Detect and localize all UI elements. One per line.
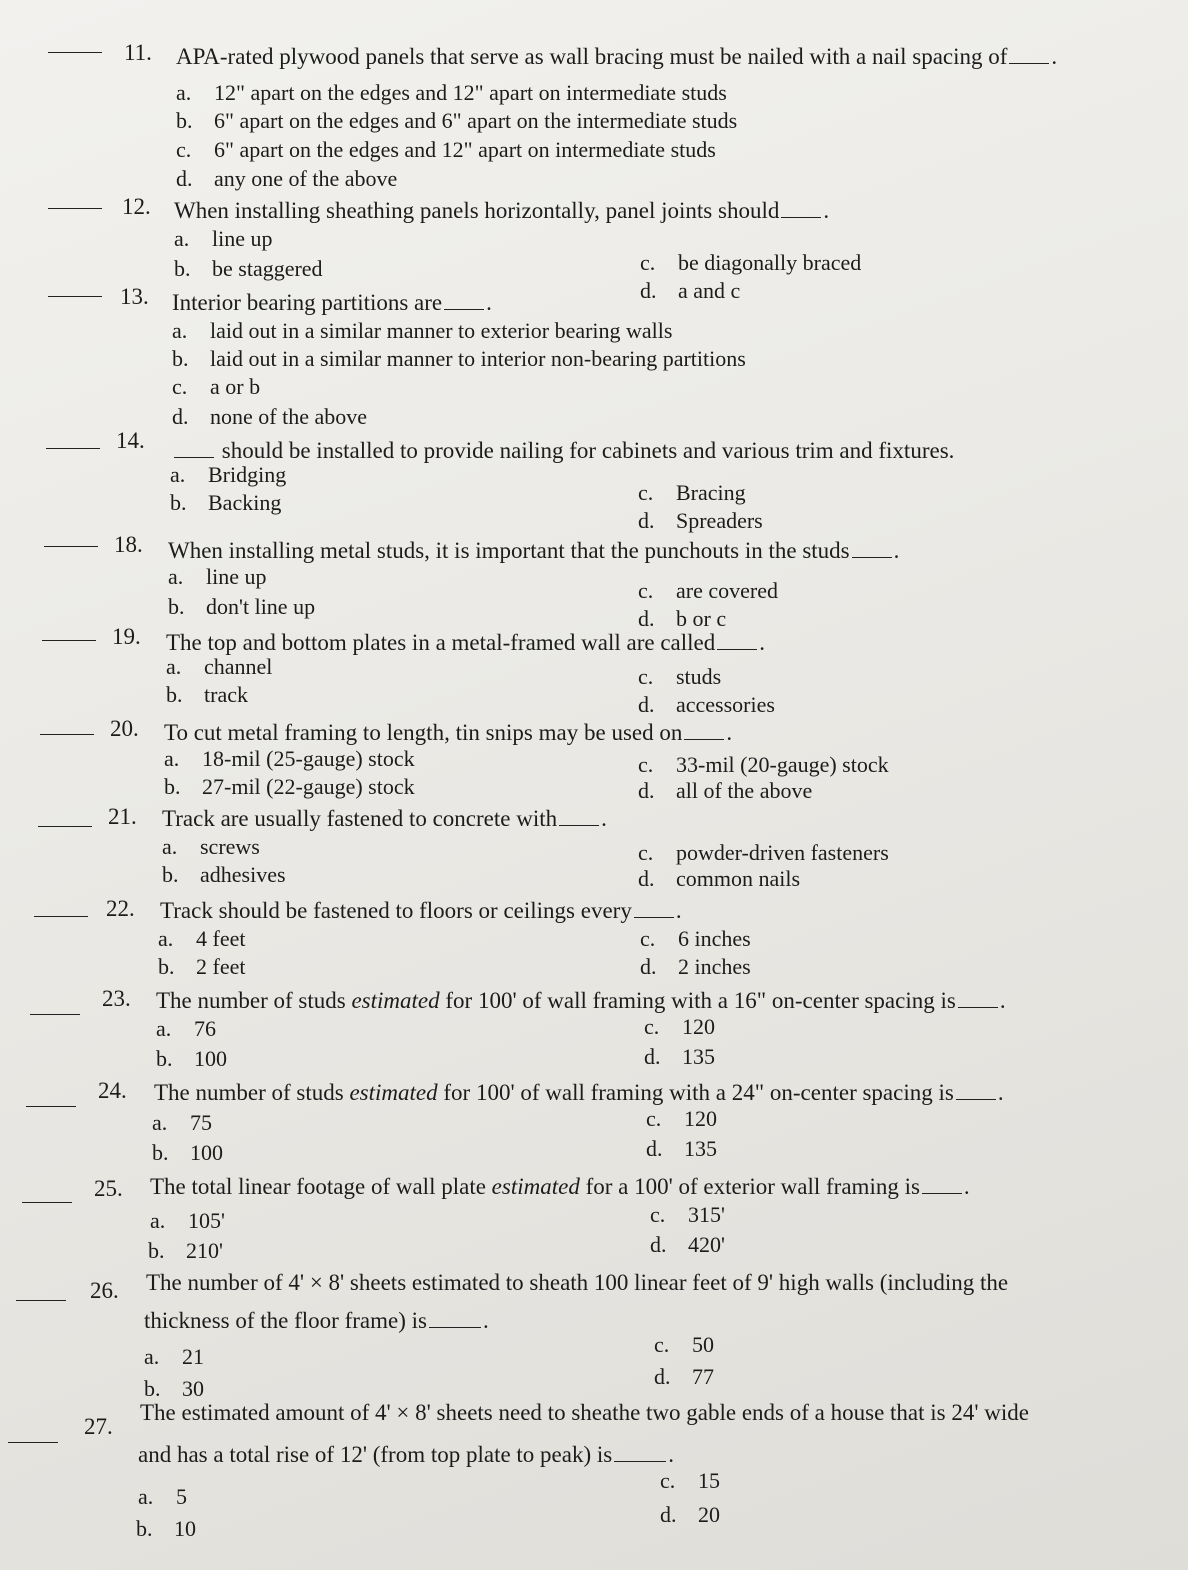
question-number: 11. (124, 40, 152, 65)
inline-blank (429, 1326, 481, 1328)
inline-blank (852, 556, 892, 558)
option-b: b. Backing (170, 490, 282, 515)
question-stem: When installing metal studs, it is important that the punchouts in the studs . (168, 538, 900, 563)
question-number: 14. (116, 428, 145, 453)
inline-blank (559, 824, 599, 826)
question-number: 20. (110, 716, 139, 741)
option-c: c. 6" apart on the edges and 12" apart on intermediate studs (176, 137, 716, 162)
option-c: c. powder-driven fasteners (638, 840, 889, 865)
question-stem: The number of studs estimated for 100' of wall framing with a 16" on-center spacing is . (156, 988, 1006, 1013)
answer-blank[interactable] (30, 1014, 80, 1015)
option-c: c. studs (638, 664, 722, 689)
option-a: a. 5 (138, 1484, 187, 1509)
option-d: d. 135 (644, 1044, 715, 1069)
question-number: 21. (108, 804, 137, 829)
option-a: a. line up (168, 564, 267, 589)
answer-blank[interactable] (48, 296, 102, 297)
question-number: 22. (106, 896, 135, 921)
question-stem: When installing sheathing panels horizontally, panel joints should . (174, 198, 830, 223)
option-b: b. 30 (144, 1376, 204, 1401)
option-c: c. 15 (660, 1468, 720, 1493)
option-a: a. 18-mil (25-gauge) stock (164, 746, 415, 771)
inline-blank (174, 456, 214, 458)
answer-blank[interactable] (38, 826, 92, 827)
option-d: d. 20 (660, 1502, 720, 1527)
answer-blank[interactable] (44, 546, 98, 547)
question-number: 19. (112, 624, 141, 649)
inline-blank (781, 216, 821, 218)
answer-blank[interactable] (34, 916, 88, 917)
option-a: a. 75 (152, 1110, 212, 1135)
option-b: b. don't line up (168, 594, 316, 619)
question-number: 12. (122, 194, 151, 219)
question-stem: The estimated amount of 4' × 8' sheets need to sheathe two gable ends of a house that is 24' wide (140, 1400, 1029, 1425)
option-d: d. 2 inches (640, 954, 751, 979)
option-b: b. 10 (136, 1516, 196, 1541)
question-stem: Track are usually fastened to concrete with . (162, 806, 607, 831)
option-b: b. laid out in a similar manner to interior non-bearing partitions (172, 346, 746, 371)
question-number: 25. (94, 1176, 123, 1201)
option-c: c. 6 inches (640, 926, 751, 951)
option-a: a. line up (174, 226, 273, 251)
option-c: c. 33-mil (20-gauge) stock (638, 752, 889, 777)
question-stem: Track should be fastened to floors or ceilings every . (160, 898, 682, 923)
option-b: b. 100 (156, 1046, 227, 1071)
inline-blank (922, 1192, 962, 1194)
option-b: b. 6" apart on the edges and 6" apart on the intermediate studs (176, 108, 738, 133)
option-b: b. adhesives (162, 862, 286, 887)
question-stem: The number of studs estimated for 100' of wall framing with a 24" on-center spacing is . (154, 1080, 1004, 1105)
option-d: d. common nails (638, 866, 801, 891)
option-c: c. 315' (650, 1202, 725, 1227)
option-c: c. Bracing (638, 480, 746, 505)
inline-blank (444, 308, 484, 310)
option-a: a. laid out in a similar manner to exterior bearing walls (172, 318, 673, 343)
option-a: a. Bridging (170, 462, 287, 487)
answer-blank[interactable] (42, 640, 96, 641)
option-a: a. 21 (144, 1344, 204, 1369)
answer-blank[interactable] (40, 734, 94, 735)
inline-blank (717, 648, 757, 650)
answer-blank[interactable] (16, 1300, 66, 1301)
question-number: 24. (98, 1078, 127, 1103)
option-c: c. be diagonally braced (640, 250, 862, 275)
question-stem: should be installed to provide nailing for cabinets and various trim and fixtures. (172, 436, 954, 466)
inline-blank (958, 1006, 998, 1008)
option-a: a. 4 feet (158, 926, 246, 951)
answer-blank[interactable] (48, 208, 102, 209)
inline-blank (1009, 62, 1049, 64)
inline-blank (634, 916, 674, 918)
option-a: a. channel (166, 654, 273, 679)
option-c: c. 50 (654, 1332, 714, 1357)
option-d: d. none of the above (172, 404, 367, 429)
option-d: d. Spreaders (638, 508, 763, 533)
answer-blank[interactable] (26, 1106, 76, 1107)
answer-blank[interactable] (8, 1442, 58, 1443)
inline-blank (614, 1460, 666, 1462)
question-number: 13. (120, 284, 149, 309)
question-number: 27. (84, 1414, 113, 1439)
option-b: b. track (166, 682, 248, 707)
question-number: 26. (90, 1278, 119, 1303)
option-c: c. 120 (644, 1014, 715, 1039)
option-d: d. accessories (638, 692, 775, 717)
option-b: b. be staggered (174, 256, 323, 281)
option-d: d. all of the above (638, 778, 813, 803)
option-d: d. 77 (654, 1364, 714, 1389)
option-b: b. 210' (148, 1238, 223, 1263)
question-number: 23. (102, 986, 131, 1011)
inline-blank (956, 1098, 996, 1100)
option-c: c. are covered (638, 578, 778, 603)
question-number: 18. (114, 532, 143, 557)
option-a: a. 12" apart on the edges and 12" apart on intermediate studs (176, 80, 727, 105)
option-d: d. any one of the above (176, 166, 398, 191)
question-stem-line2: thickness of the floor frame) is . (144, 1308, 489, 1333)
inline-blank (684, 738, 724, 740)
question-stem: The top and bottom plates in a metal-framed wall are called . (166, 630, 765, 655)
question-stem: To cut metal framing to length, tin snips may be used on . (164, 720, 733, 745)
option-a: a. 76 (156, 1016, 216, 1041)
answer-blank[interactable] (48, 52, 102, 53)
option-c: c. 120 (646, 1106, 717, 1131)
option-a: a. 105' (150, 1208, 225, 1233)
option-d: d. a and c (640, 278, 741, 303)
question-stem: The total linear footage of wall plate estimated for a 100' of exterior wall framing is . (150, 1174, 970, 1199)
option-d: d. 420' (650, 1232, 725, 1257)
question-stem: APA-rated plywood panels that serve as wall bracing must be nailed with a nail spacing of . (176, 44, 1058, 69)
option-b: b. 100 (152, 1140, 223, 1165)
option-c: c. a or b (172, 374, 261, 399)
option-a: a. screws (162, 834, 260, 859)
question-stem-line2: and has a total rise of 12' (from top plate to peak) is . (138, 1442, 674, 1467)
answer-blank[interactable] (46, 448, 100, 449)
option-d: d. 135 (646, 1136, 717, 1161)
option-b: b. 27-mil (22-gauge) stock (164, 774, 415, 799)
answer-blank[interactable] (22, 1202, 72, 1203)
question-stem: The number of 4' × 8' sheets estimated to sheath 100 linear feet of 9' high walls (including the (146, 1270, 1009, 1295)
question-stem: Interior bearing partitions are . (172, 290, 492, 315)
option-d: d. b or c (638, 606, 727, 631)
option-b: b. 2 feet (158, 954, 246, 979)
